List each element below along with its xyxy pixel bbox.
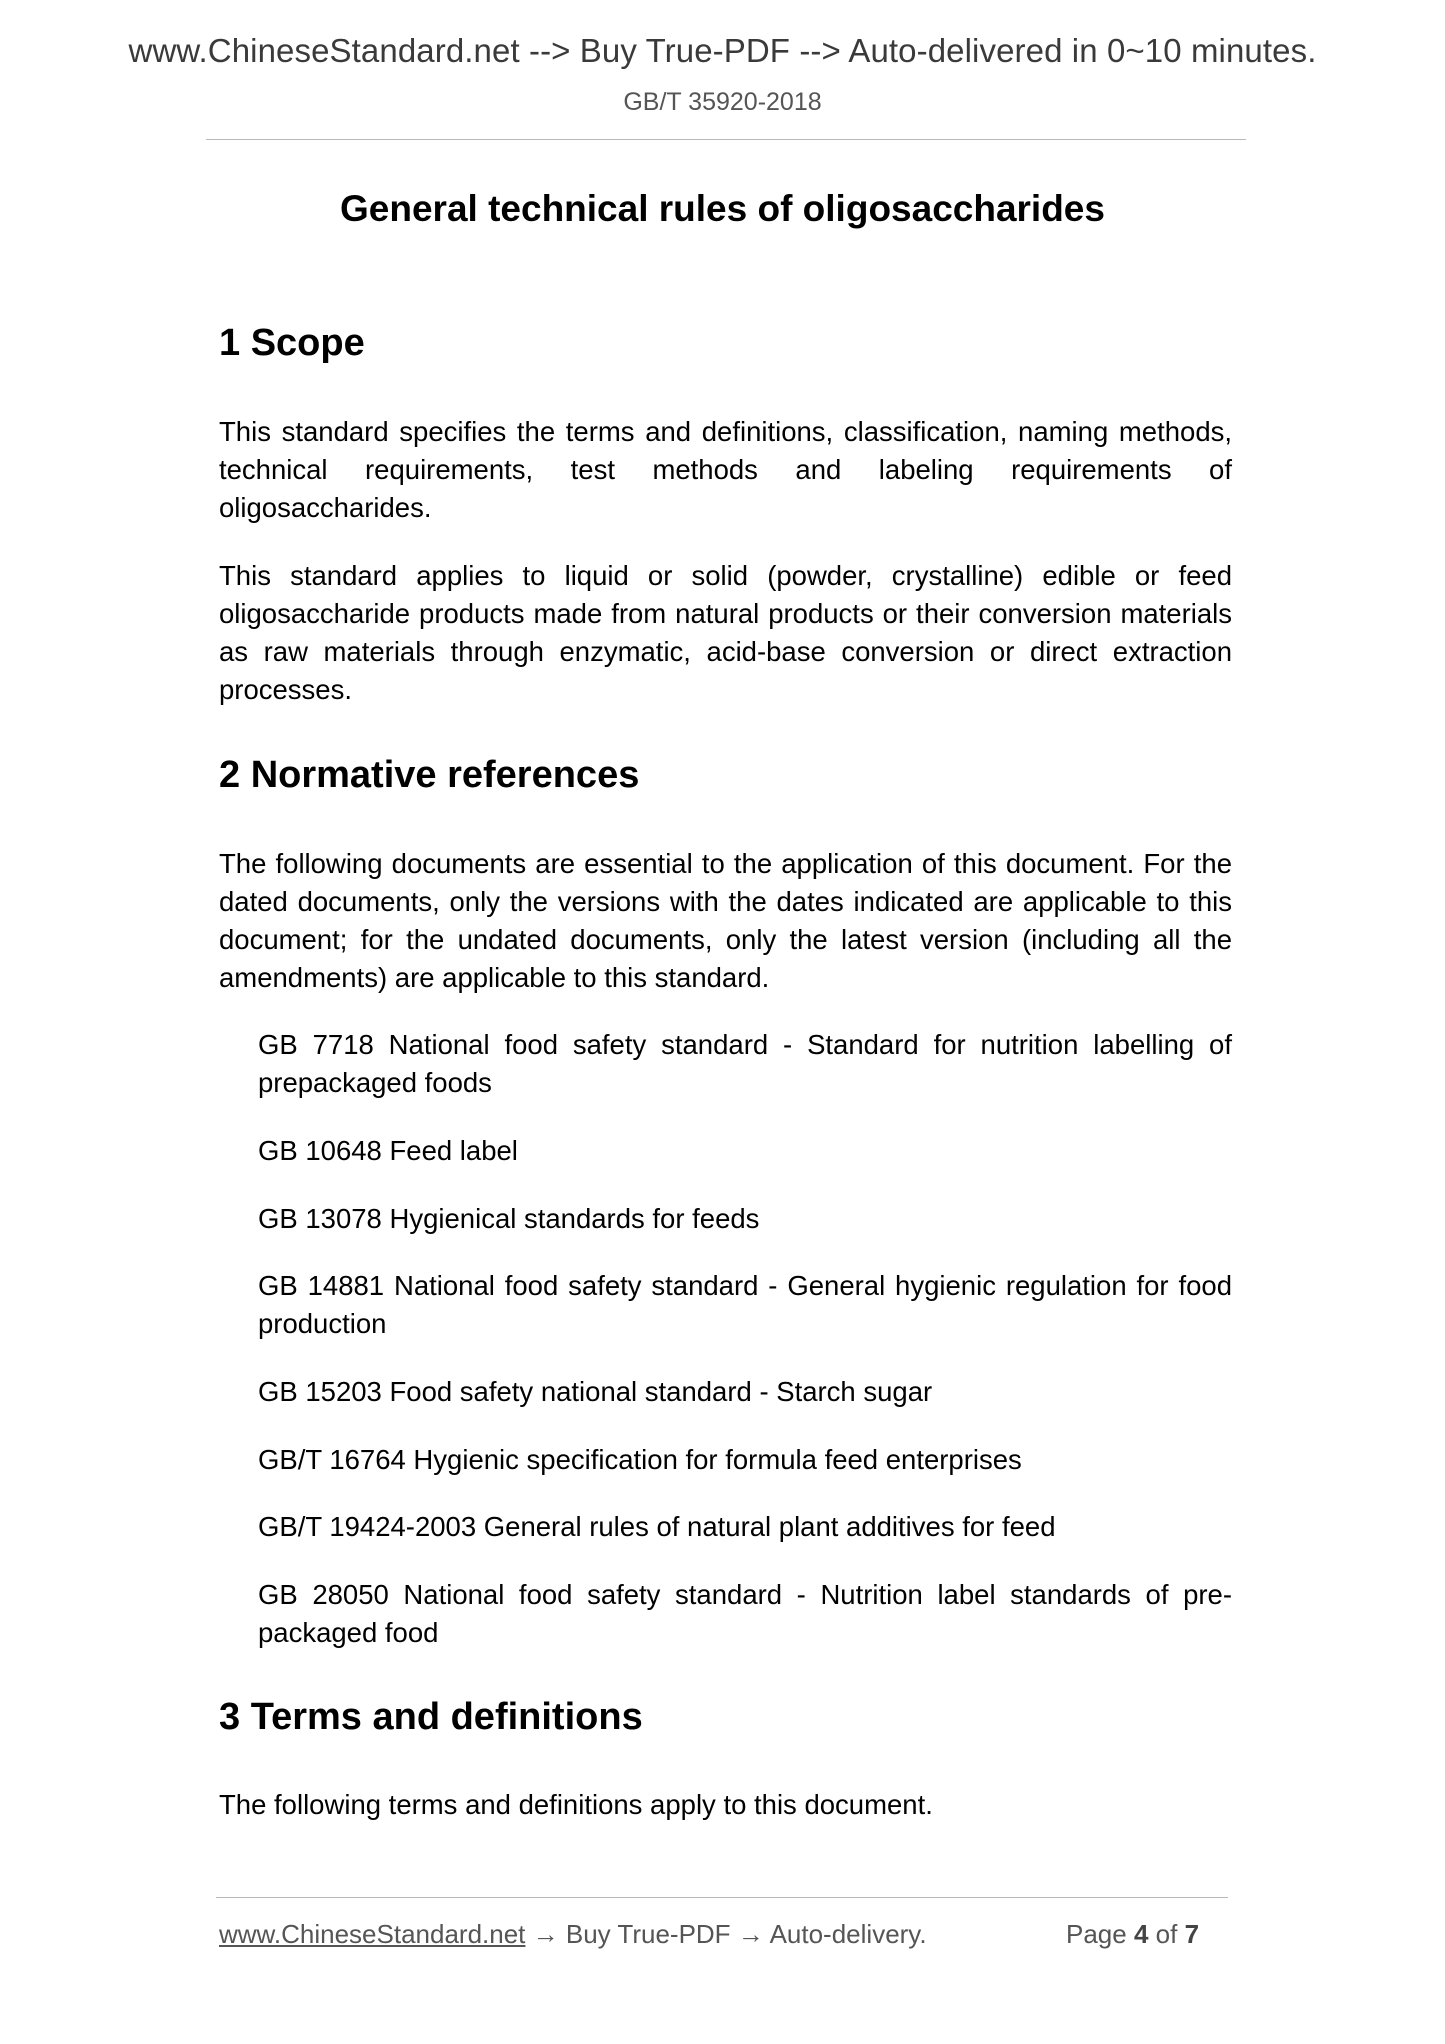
normative-intro-paragraph: The following documents are essential to the application of this document. For the dated documents, only the versions with the dates indicated are applicable to this document; for the undated documents, only the latest version (including all the amendments) are applicable to this standard. [219, 848, 1232, 993]
footer-delivery-text: → Buy True-PDF → Auto-delivery. [525, 1919, 927, 1949]
document-code: GB/T 35920-2018 [623, 88, 822, 116]
reference-item: GB 7718 National food safety standard - Standard for nutrition labelling of prepackaged foods [258, 1029, 1232, 1098]
section-heading-terms-definitions: 3 Terms and definitions [219, 1696, 643, 1738]
section-heading-normative-references: 2 Normative references [219, 754, 640, 796]
page-label: Page [1066, 1919, 1127, 1949]
scope-paragraph-1: This standard specifies the terms and definitions, classification, naming methods, technical requirements, test methods and labeling requirements of oligosaccharides. [219, 416, 1232, 523]
header-divider [206, 139, 1246, 140]
page-indicator [1066, 1919, 1199, 1950]
footer-divider [216, 1897, 1228, 1898]
reference-item: GB 15203 Food safety national standard - Starch sugar [258, 1376, 933, 1407]
total-page-count: 7 [1184, 1919, 1200, 1949]
reference-item: GB/T 19424-2003 General rules of natural plant additives for feed [258, 1511, 1056, 1542]
footer-website-link[interactable]: www.ChineseStandard.net [219, 1919, 526, 1949]
page-title: General technical rules of oligosaccharides [340, 188, 1105, 229]
footer-links [219, 1919, 927, 1950]
reference-item: GB 14881 National food safety standard - General hygienic regulation for food production [258, 1270, 1232, 1339]
header-banner: www.ChineseStandard.net --> Buy True-PDF --> Auto-delivered in 0~10 minutes. [128, 32, 1317, 69]
reference-item: GB 10648 Feed label [258, 1135, 518, 1166]
section-heading-scope: 1 Scope [219, 322, 365, 364]
reference-item: GB 13078 Hygienical standards for feeds [258, 1203, 760, 1234]
reference-item: GB/T 16764 Hygienic specification for formula feed enterprises [258, 1444, 1022, 1475]
terms-paragraph-1: The following terms and definitions apply to this document. [219, 1789, 933, 1820]
scope-paragraph-2: This standard applies to liquid or solid (powder, crystalline) edible or feed oligosaccharide products made from natural products or their conversion materials as raw materials through enzymatic, acid-base conversion or direct extraction processes. [219, 560, 1232, 705]
page-of-label: of [1155, 1919, 1178, 1949]
current-page-number: 4 [1133, 1919, 1149, 1949]
reference-item: GB 28050 National food safety standard - Nutrition label standards of pre-packaged food [258, 1579, 1232, 1648]
